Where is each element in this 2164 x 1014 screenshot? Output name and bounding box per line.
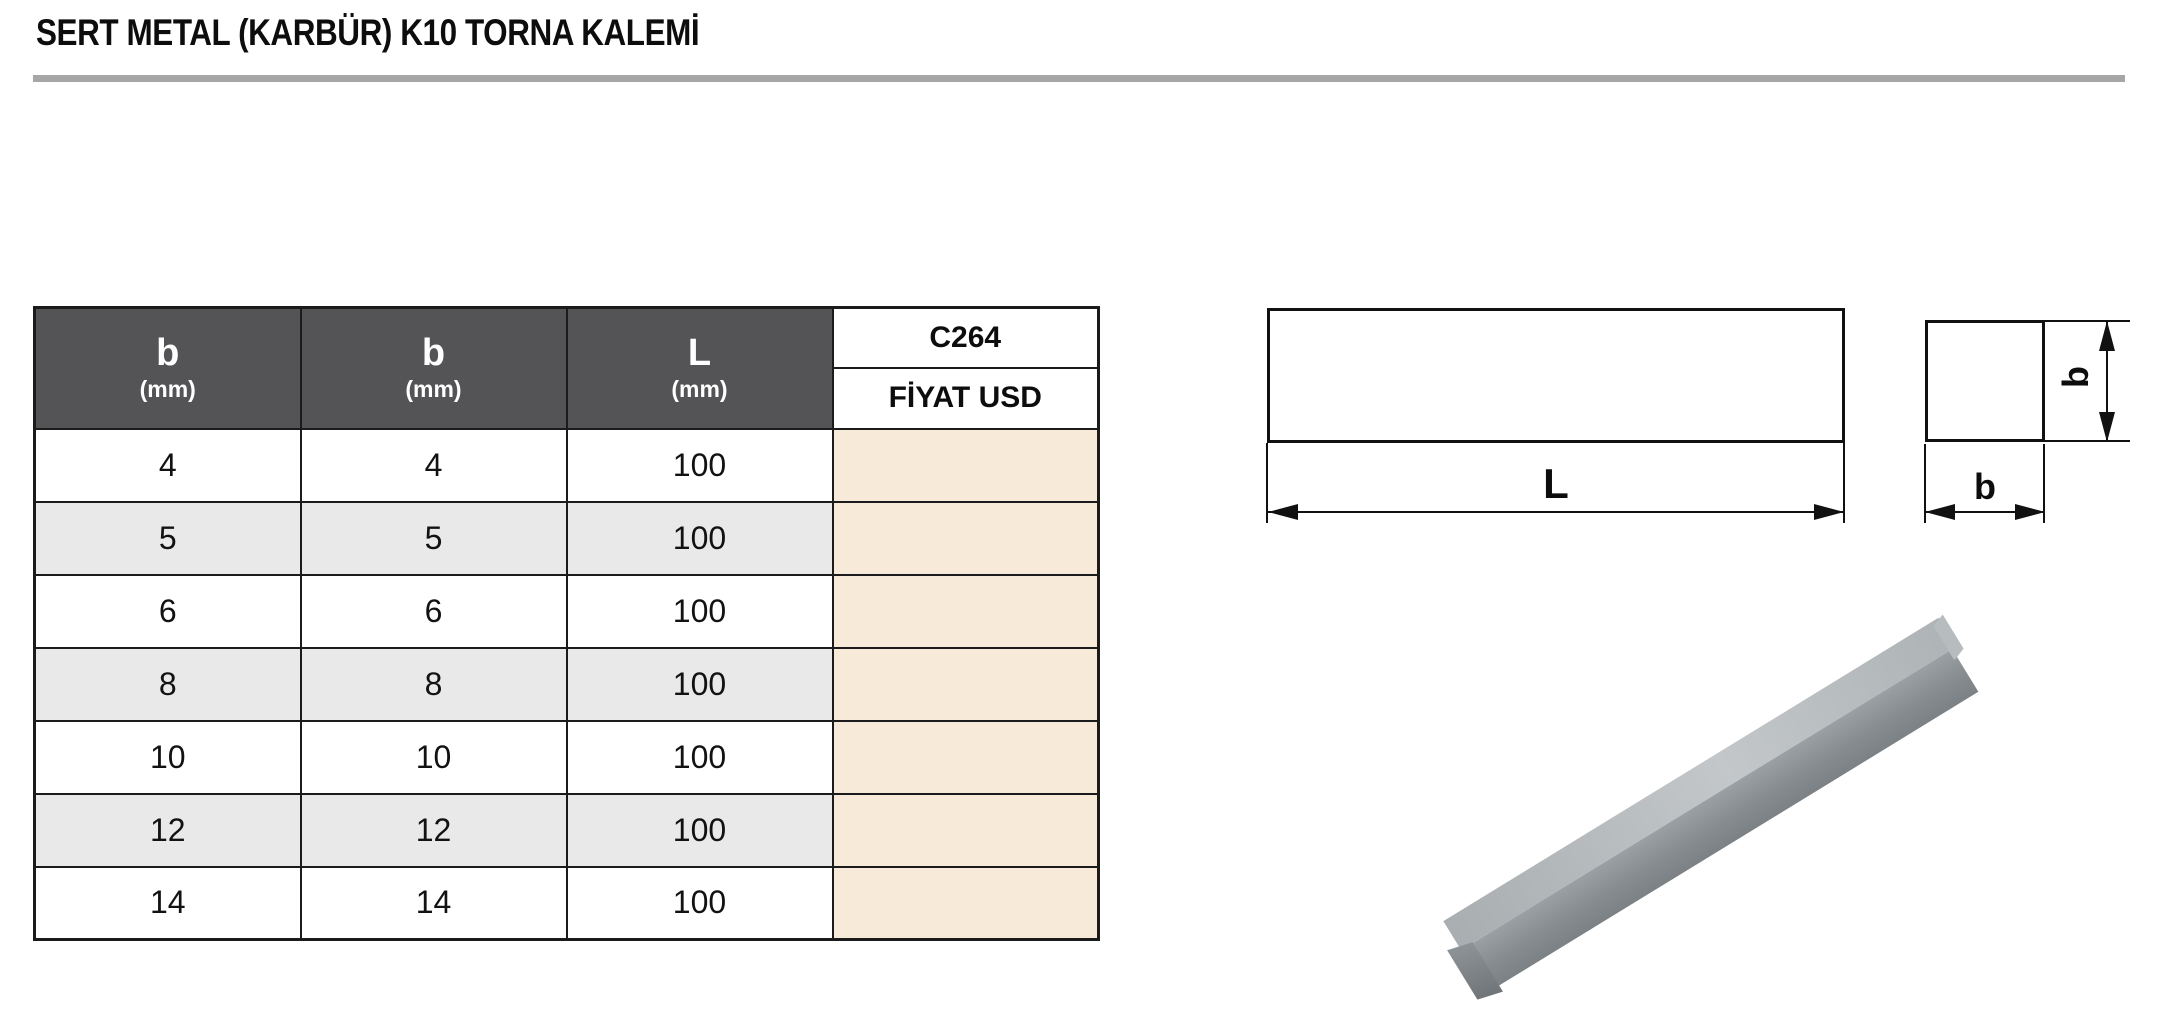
side-view-rect (1267, 308, 1845, 443)
price-cell (833, 429, 1099, 502)
product-code-cell: C264 (833, 308, 1099, 368)
bar-front-face (1454, 649, 1978, 997)
product-photo-carbide-bar (1437, 617, 1984, 997)
dim-L-cell: 100 (567, 502, 833, 575)
page-title: SERT METAL (KARBÜR) K10 TORNA KALEMİ (36, 12, 700, 53)
title-divider (33, 75, 2125, 82)
width-dimension-label: b (1974, 466, 1996, 507)
spec-table-body (35, 429, 1099, 940)
length-dimension-arrow (1268, 511, 1844, 513)
dim-L-cell: 100 (567, 429, 833, 502)
dim-b2-cell: 5 (301, 502, 567, 575)
dim-L-cell: 100 (567, 648, 833, 721)
price-cell (833, 867, 1099, 940)
dim-L-cell: 100 (567, 575, 833, 648)
col-header-b1-unit: (mm) (139, 375, 196, 402)
dim-b2-cell: 14 (301, 867, 567, 940)
table-row (35, 648, 1099, 721)
col-header-b2-label: b (421, 331, 446, 374)
end-view-square (1925, 320, 2045, 442)
table-row (35, 867, 1099, 940)
table-row (35, 794, 1099, 867)
dim-b1-cell: 5 (35, 502, 301, 575)
price-cell (833, 648, 1099, 721)
height-dimension-arrow (2106, 321, 2108, 442)
price-header-cell: FİYAT USD (833, 368, 1099, 429)
length-dimension-label: L (1543, 460, 1569, 507)
table-row (35, 575, 1099, 648)
bar-top-face (1443, 617, 1957, 950)
dim-b1-cell: 6 (35, 575, 301, 648)
table-row (35, 502, 1099, 575)
price-cell (833, 794, 1099, 867)
col-header-L-unit: (mm) (671, 375, 728, 402)
table-row (35, 721, 1099, 794)
col-header-b1 (35, 308, 301, 429)
dim-b2-cell: 10 (301, 721, 567, 794)
col-header-b1-label: b (156, 331, 180, 374)
col-header-L (567, 308, 833, 429)
dim-L-cell: 100 (567, 721, 833, 794)
price-cell (833, 721, 1099, 794)
dim-b2-cell: 12 (301, 794, 567, 867)
dim-L-cell: 100 (567, 794, 833, 867)
dim-b1-cell: 12 (35, 794, 301, 867)
height-dimension-label: b (2055, 366, 2096, 388)
width-dimension-arrow (1925, 511, 2045, 513)
dim-b2-cell: 4 (301, 429, 567, 502)
dim-b2-cell: 8 (301, 648, 567, 721)
table-row (35, 429, 1099, 502)
dim-b1-cell: 14 (35, 867, 301, 940)
dim-b1-cell: 4 (35, 429, 301, 502)
price-cell (833, 575, 1099, 648)
extension-line-top (2045, 320, 2130, 322)
col-header-L-label: L (687, 331, 712, 374)
dim-b1-cell: 8 (35, 648, 301, 721)
dim-L-cell: 100 (567, 867, 833, 940)
dim-b2-cell: 6 (301, 575, 567, 648)
col-header-b2-unit: (mm) (405, 375, 462, 402)
col-header-b2 (301, 308, 567, 429)
extension-line-bottom (2045, 440, 2130, 442)
price-cell (833, 502, 1099, 575)
spec-table (33, 306, 1100, 941)
dim-b1-cell: 10 (35, 721, 301, 794)
